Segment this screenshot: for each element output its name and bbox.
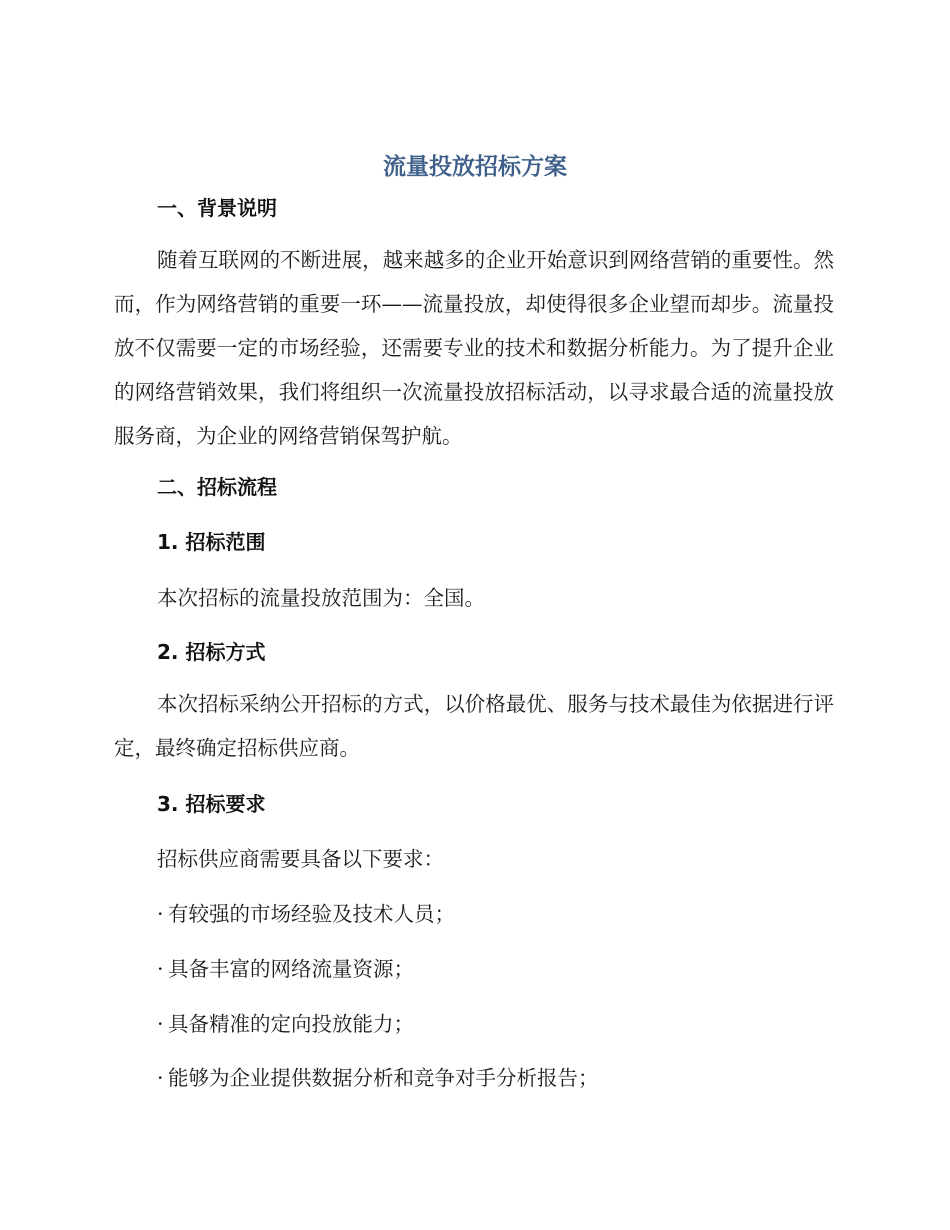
scope-text: 本次招标的流量投放范围为：全国。 xyxy=(157,586,485,610)
subheading-method: 2. 招标方式 xyxy=(157,640,266,664)
requirement-text: 有较强的市场经验及技术人员； xyxy=(168,902,455,926)
requirements-intro: 招标供应商需要具备以下要求： xyxy=(157,847,444,871)
requirement-item xyxy=(157,897,455,927)
requirement-item xyxy=(157,1061,599,1091)
bullet-marker: · xyxy=(157,1012,164,1036)
method-paragraph: 本次招标采纳公开招标的方式，以价格最优、服务与技术最佳为依据进行评定，最终确定招标供应商。 xyxy=(114,692,834,760)
requirement-item xyxy=(157,1007,414,1037)
bullet-marker: · xyxy=(157,957,164,981)
document-title: 流量投放招标方案 xyxy=(383,154,567,180)
subheading-scope: 1. 招标范围 xyxy=(157,530,266,554)
requirement-text: 具备丰富的网络流量资源； xyxy=(168,957,414,981)
subheading-requirements: 3. 招标要求 xyxy=(157,792,266,816)
requirement-text: 具备精准的定向投放能力； xyxy=(168,1012,414,1036)
section-heading-background: 一、背景说明 xyxy=(157,196,277,220)
bullet-marker: · xyxy=(157,1066,164,1090)
requirement-item xyxy=(157,952,414,982)
section-heading-process: 二、招标流程 xyxy=(157,475,277,499)
bullet-marker: · xyxy=(157,902,164,926)
requirement-text: 能够为企业提供数据分析和竞争对手分析报告； xyxy=(168,1066,599,1090)
background-paragraph: 随着互联网的不断进展，越来越多的企业开始意识到网络营销的重要性。然而，作为网络营销的重要一环——流量投放，却使得很多企业望而却步。流量投放不仅需要一定的市场经验，还需要专业的技术和数据分析能力。为了提升企业的网络营销效果，我们将组织一次流量投放招标活动，以寻求最合适的流量投放服务商，为企业的网络营销保驾护航。 xyxy=(114,248,834,448)
